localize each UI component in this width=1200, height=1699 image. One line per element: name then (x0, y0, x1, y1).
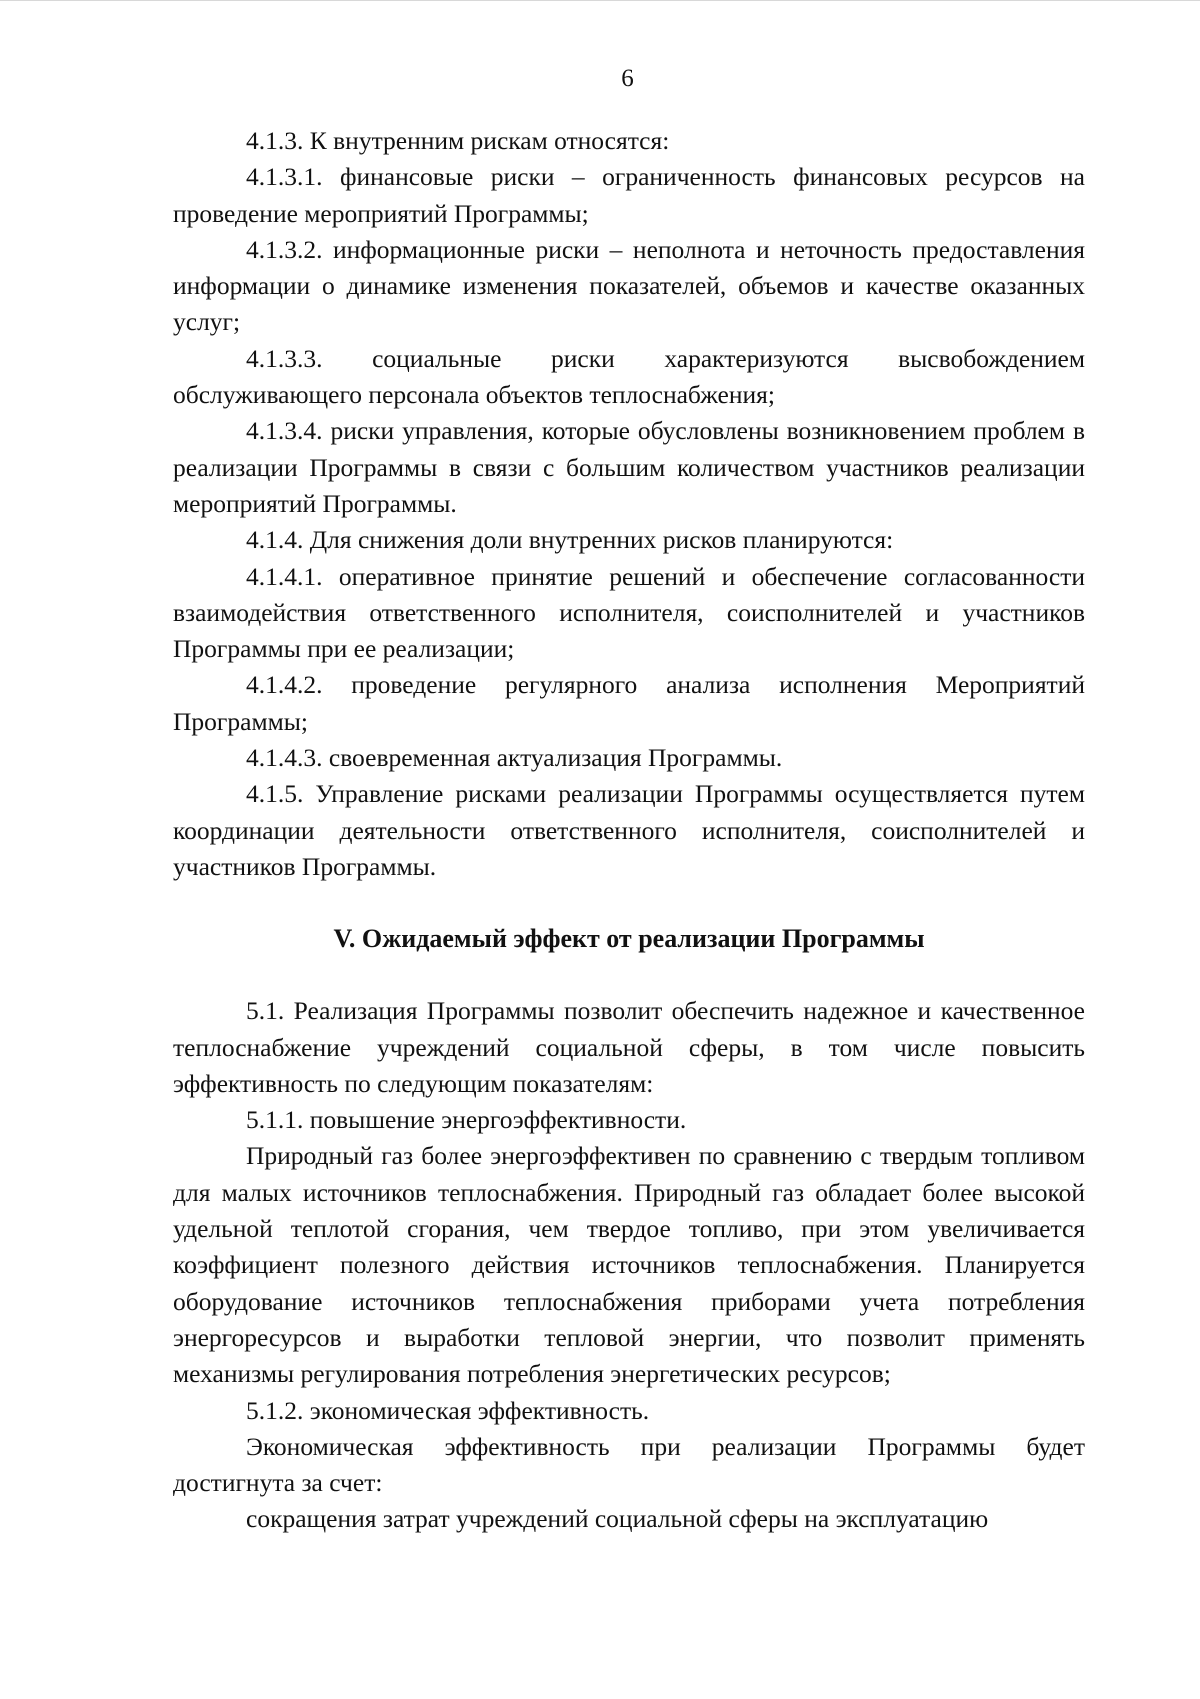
document-body (173, 123, 1085, 1538)
paragraph-5-1-1: 5.1.1. повышение энергоэффективности. (246, 1105, 687, 1135)
paragraph-economic-effect: Экономическая эффективность при реализации Программы будет достигнута за счет: (173, 1431, 1085, 1498)
paragraph-4-1-3: 4.1.3. К внутренним рискам относятся: (246, 126, 670, 155)
paragraph-4-1-4-2: 4.1.4.2. проведение регулярного анализа исполнения Мероприятий Программы; (173, 670, 1085, 736)
paragraph-natural-gas: Природный газ более энергоэффективен по сравнению с твердым топливом для малых источников теплоснабжения. Природный газ обладает более высокой удельной теплотой сгорания, чем твердое топливо, при этом увеличивается коэффициент полезного действия источников теплоснабжения. Планируется оборудование источников теплоснабжения приборами учета потребления энергоресурсов и выработки тепловой энергии, что позволит применять механизмы регулирования потребления энергетических ресурсов; (173, 1141, 1085, 1389)
paragraph-5-1-2: 5.1.2. экономическая эффективность. (246, 1395, 650, 1425)
paragraph-4-1-3-4: 4.1.3.4. риски управления, которые обусловлены возникновением проблем в реализации Программы в связи с большим количеством участников реализации мероприятий Программы. (173, 416, 1085, 518)
paragraph-4-1-4: 4.1.4. Для снижения доли внутренних рисков планируются: (246, 525, 894, 555)
paragraph-4-1-5: 4.1.5. Управление рисками реализации Программы осуществляется путем координации деятельности ответственного исполнителя, соисполнителей и участников Программы. (173, 779, 1085, 881)
page-number: 6 (621, 65, 634, 92)
paragraph-4-1-3-2: 4.1.3.2. информационные риски – неполнота и неточность предоставления информации о динамике изменения показателей, объемов и качестве оказанных услуг; (173, 234, 1085, 337)
paragraph-4-1-3-1: 4.1.3.1. финансовые риски – ограниченность финансовых ресурсов на проведение мероприятий Программы; (173, 162, 1085, 228)
paragraph-4-1-4-3: 4.1.4.3. своевременная актуализация Программы. (246, 743, 783, 773)
paragraph-4-1-4-1: 4.1.4.1. оперативное принятие решений и обеспечение согласованности взаимодействия ответственного исполнителя, соисполнителей и участников Программы при ее реализации; (173, 561, 1085, 664)
paragraph-cost-reduction: сокращения затрат учреждений социальной сферы на эксплуатацию (246, 1504, 989, 1534)
paragraph-5-1: 5.1. Реализация Программы позволит обеспечить надежное и качественное теплоснабжение учреждений социальной сферы, в том числе повысить эффективность по следующим показателям: (173, 996, 1085, 1098)
scan-top-edge (0, 0, 1200, 1)
paragraph-4-1-3-3: 4.1.3.3. социальные риски характеризуются высвобождением обслуживающего персонала объектов теплоснабжения; (173, 343, 1085, 410)
section-heading: V. Ожидаемый эффект от реализации Программы (333, 924, 925, 954)
